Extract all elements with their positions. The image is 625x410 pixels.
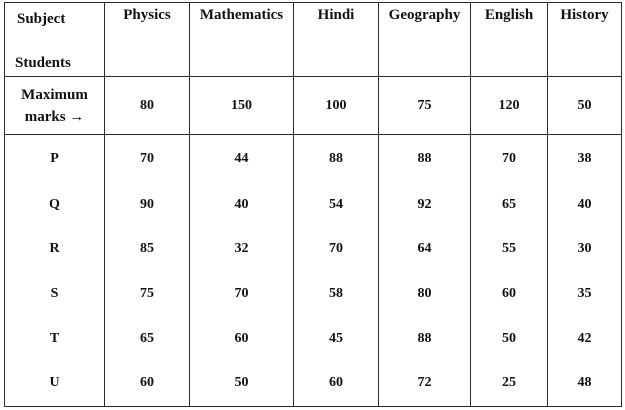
subject-header-english: English bbox=[471, 3, 548, 77]
max-marks-label-line1: Maximum bbox=[21, 86, 88, 103]
mark-cell: 80 bbox=[379, 271, 471, 317]
mark-cell: 92 bbox=[379, 183, 471, 227]
max-marks-cell: 150 bbox=[190, 77, 294, 135]
mark-cell: 48 bbox=[548, 361, 622, 407]
mark-cell: 85 bbox=[105, 227, 190, 271]
subject-header-geography: Geography bbox=[379, 3, 471, 77]
mark-cell: 70 bbox=[294, 227, 379, 271]
mark-cell: 88 bbox=[379, 317, 471, 361]
mark-cell: 88 bbox=[379, 135, 471, 183]
table-row bbox=[5, 227, 622, 271]
corner-students-label: Students bbox=[15, 55, 71, 71]
mark-cell: 75 bbox=[105, 271, 190, 317]
student-label: S bbox=[5, 271, 105, 317]
subject-header-physics: Physics bbox=[105, 3, 190, 77]
mark-cell: 72 bbox=[379, 361, 471, 407]
mark-cell: 70 bbox=[471, 135, 548, 183]
mark-cell: 58 bbox=[294, 271, 379, 317]
mark-cell: 42 bbox=[548, 317, 622, 361]
marks-table-container bbox=[4, 2, 621, 406]
max-marks-cell: 100 bbox=[294, 77, 379, 135]
subject-header-hindi: Hindi bbox=[294, 3, 379, 77]
mark-cell: 50 bbox=[471, 317, 548, 361]
max-marks-cell: 75 bbox=[379, 77, 471, 135]
mark-cell: 60 bbox=[190, 317, 294, 361]
mark-cell: 70 bbox=[190, 271, 294, 317]
mark-cell: 88 bbox=[294, 135, 379, 183]
max-marks-cell: 80 bbox=[105, 77, 190, 135]
mark-cell: 65 bbox=[105, 317, 190, 361]
table-row bbox=[5, 183, 622, 227]
mark-cell: 38 bbox=[548, 135, 622, 183]
student-label: R bbox=[5, 227, 105, 271]
mark-cell: 55 bbox=[471, 227, 548, 271]
student-label: T bbox=[5, 317, 105, 361]
mark-cell: 30 bbox=[548, 227, 622, 271]
max-marks-row bbox=[5, 77, 622, 135]
student-label: U bbox=[5, 361, 105, 407]
mark-cell: 40 bbox=[190, 183, 294, 227]
mark-cell: 44 bbox=[190, 135, 294, 183]
table-row bbox=[5, 271, 622, 317]
table-row bbox=[5, 361, 622, 407]
marks-table bbox=[4, 2, 622, 407]
student-label: Q bbox=[5, 183, 105, 227]
mark-cell: 70 bbox=[105, 135, 190, 183]
subject-header-mathematics: Mathematics bbox=[190, 3, 294, 77]
max-marks-cell: 50 bbox=[548, 77, 622, 135]
student-label: P bbox=[5, 135, 105, 183]
mark-cell: 32 bbox=[190, 227, 294, 271]
subject-header-history: History bbox=[548, 3, 622, 77]
mark-cell: 60 bbox=[105, 361, 190, 407]
mark-cell: 90 bbox=[105, 183, 190, 227]
corner-cell bbox=[5, 3, 105, 77]
max-marks-label-line2: marks → bbox=[24, 108, 85, 125]
mark-cell: 60 bbox=[471, 271, 548, 317]
mark-cell: 35 bbox=[548, 271, 622, 317]
corner-subject-label: Subject bbox=[17, 11, 66, 27]
mark-cell: 40 bbox=[548, 183, 622, 227]
mark-cell: 64 bbox=[379, 227, 471, 271]
max-marks-cell: 120 bbox=[471, 77, 548, 135]
mark-cell: 50 bbox=[190, 361, 294, 407]
mark-cell: 25 bbox=[471, 361, 548, 407]
mark-cell: 65 bbox=[471, 183, 548, 227]
max-marks-label bbox=[5, 77, 105, 135]
mark-cell: 45 bbox=[294, 317, 379, 361]
table-row bbox=[5, 317, 622, 361]
mark-cell: 54 bbox=[294, 183, 379, 227]
mark-cell: 60 bbox=[294, 361, 379, 407]
header-row bbox=[5, 3, 622, 77]
table-row bbox=[5, 135, 622, 183]
